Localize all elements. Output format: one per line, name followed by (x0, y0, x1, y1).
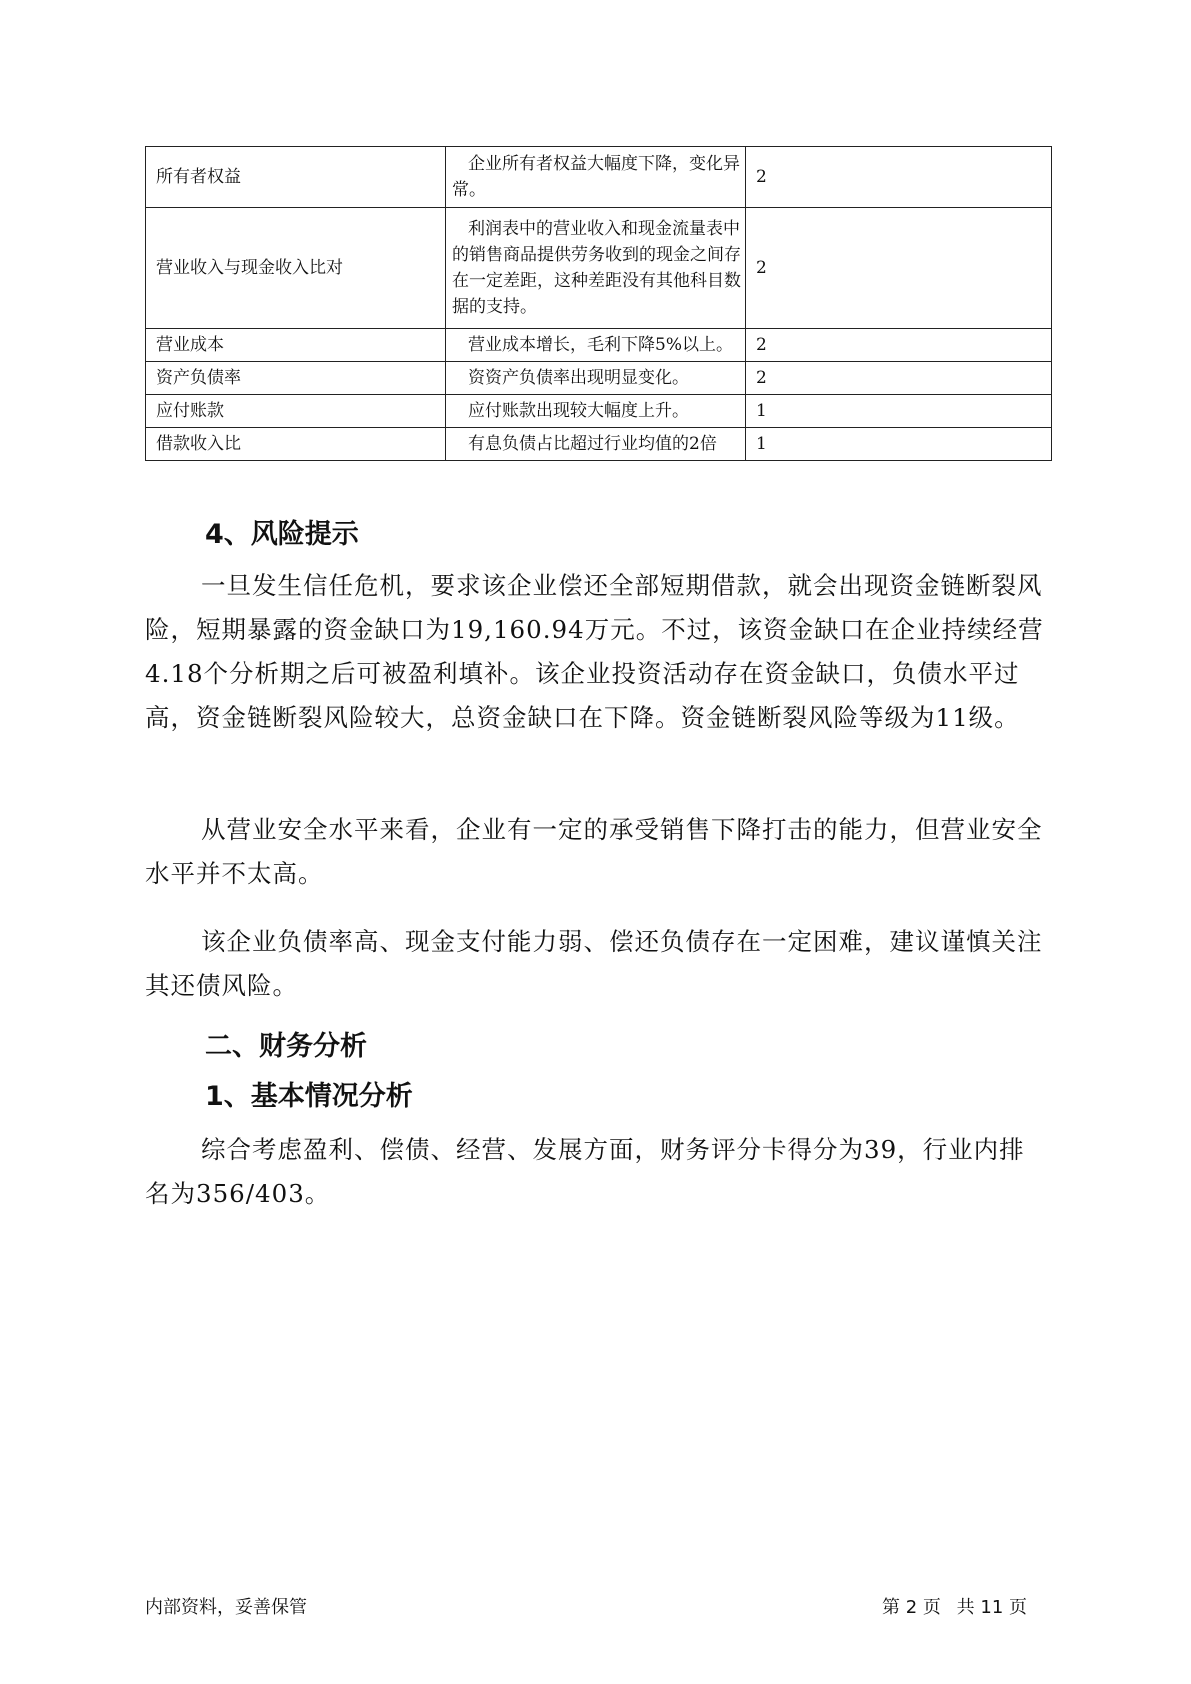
table-cell-score: 2 (746, 147, 1052, 208)
table-row (146, 395, 1052, 428)
table-cell-score: 1 (746, 428, 1052, 461)
paragraph-risk-1: 一旦发生信任危机，要求该企业偿还全部短期借款，就会出现资金链断裂风险，短期暴露的资金缺口为19,160.94万元。不过，该资金缺口在企业持续经营 4.18个分析期之后可被盈利填补。该企业投资活动存在资金缺口，负债水平过高，资金链断裂风险较大，总资金缺口在下降。资金链断裂风险等级为11级。 (145, 571, 1044, 732)
table-cell-item: 应付账款 (146, 395, 446, 428)
footer-confidential-note: 内部资料，妥善保管 (145, 1597, 307, 1618)
table-cell-item: 借款收入比 (146, 428, 446, 461)
table-cell-item: 营业收入与现金收入比对 (146, 208, 446, 329)
table-cell-score: 2 (746, 362, 1052, 395)
table-row (146, 147, 1052, 208)
table-cell-score: 2 (746, 208, 1052, 329)
table-row (146, 362, 1052, 395)
table-cell-desc: 资资产负债率出现明显变化。 (446, 362, 746, 395)
table-cell-desc: 营业成本增长，毛利下降5%以上。 (446, 329, 746, 362)
table-cell-item: 营业成本 (146, 329, 446, 362)
paragraph-risk-3: 该企业负债率高、现金支付能力弱、偿还负债存在一定困难，建议谨慎关注其还债风险。 (145, 927, 1043, 1000)
table-cell-desc: 有息负债占比超过行业均值的2倍 (446, 428, 746, 461)
footer-page-label: 第 2 页 (882, 1597, 941, 1618)
table-cell-item: 资产负债率 (146, 362, 446, 395)
footer-total-label: 共 11 页 (956, 1597, 1027, 1618)
footer-page-number (882, 1593, 1037, 1619)
table-cell-desc: 利润表中的营业收入和现金流量表中的销售商品提供劳务收到的现金之间存在一定差距，这种差距没有其他科目数据的支持。 (446, 208, 746, 329)
paragraph-risk-2: 从营业安全水平来看，企业有一定的承受销售下降打击的能力，但营业安全水平并不太高。 (145, 815, 1043, 888)
table-cell-desc: 应付账款出现较大幅度上升。 (446, 395, 746, 428)
table-cell-score: 2 (746, 329, 1052, 362)
table-cell-item: 所有者权益 (146, 147, 446, 208)
paragraph-basic: 综合考虑盈利、偿债、经营、发展方面，财务评分卡得分为39，行业内排名为356/403。 (145, 1135, 1025, 1208)
table-cell-desc: 企业所有者权益大幅度下降，变化异常。 (446, 147, 746, 208)
risk-indicator-table (145, 146, 1052, 461)
section-heading-risk: 4、风险提示 (205, 519, 359, 550)
table-cell-score: 1 (746, 395, 1052, 428)
subsection-heading-basic: 1、基本情况分析 (205, 1081, 413, 1112)
table-row (146, 428, 1052, 461)
table-row (146, 329, 1052, 362)
table-row (146, 208, 1052, 329)
section-heading-finance: 二、财务分析 (205, 1031, 367, 1062)
